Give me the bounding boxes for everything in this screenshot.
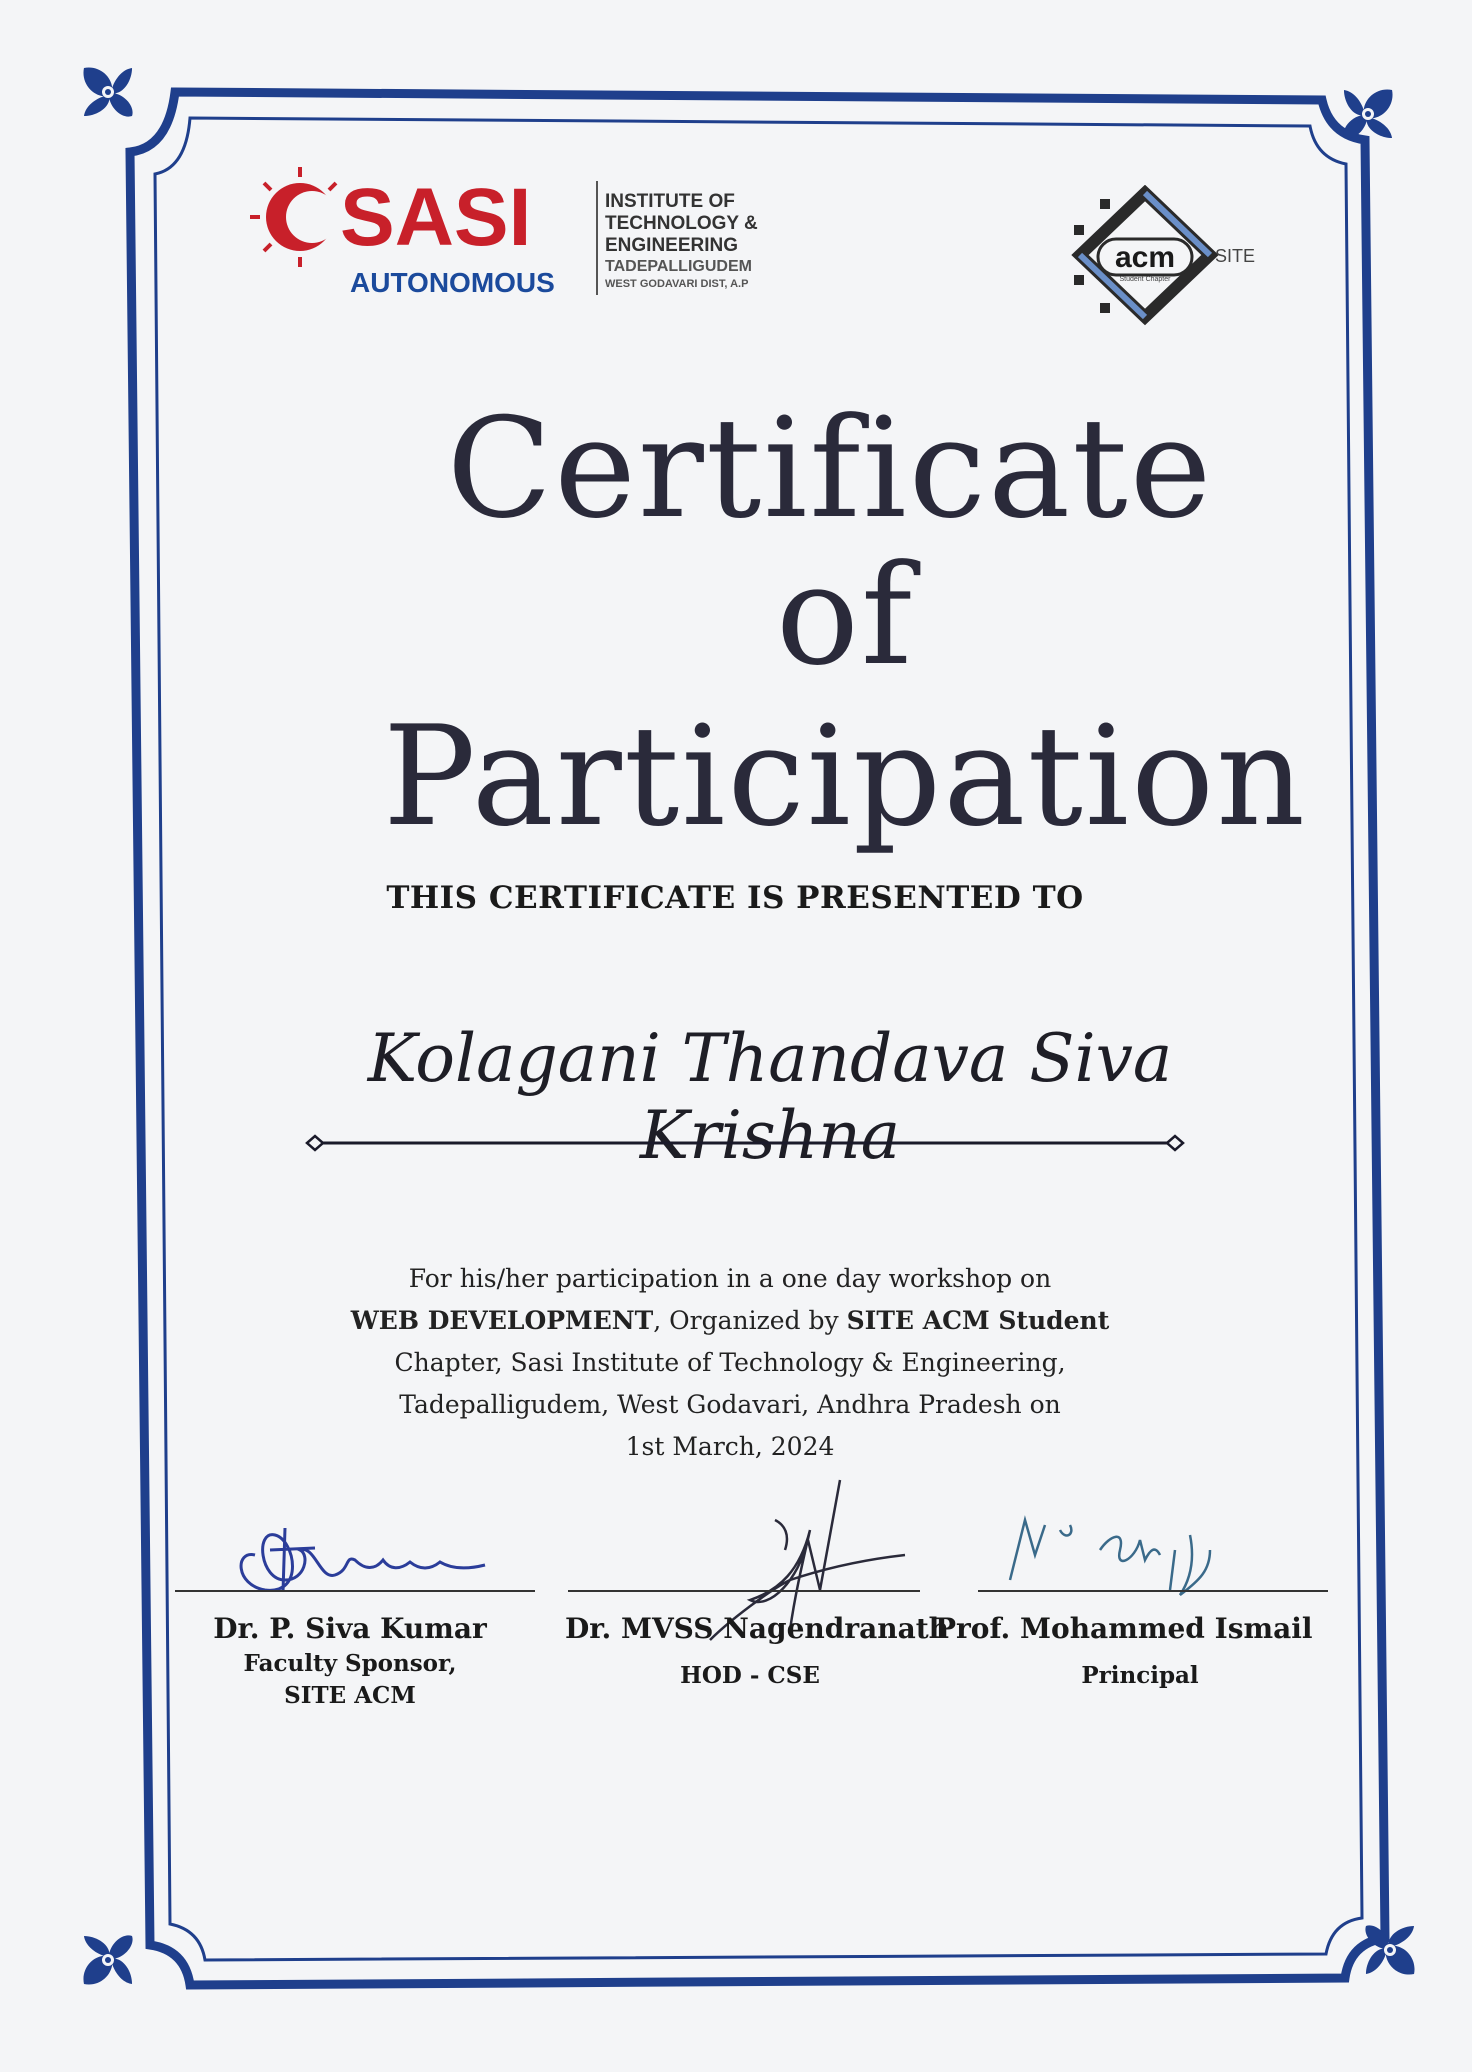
name-divider — [305, 1128, 1185, 1158]
participation-statement — [340, 1258, 1120, 1468]
signatory-1-name: Dr. P. Siva Kumar — [213, 1612, 487, 1645]
signatory-2-role: HOD - CSE — [680, 1662, 820, 1689]
institute-line-4: TADEPALLIGUDEM — [605, 258, 752, 275]
institute-line-1: INSTITUTE OF — [605, 191, 735, 212]
certificate-title-line-1: Certificate — [446, 388, 1214, 549]
institute-line-2: TECHNOLOGY & — [605, 213, 758, 234]
institute-line-5: WEST GODAVARI DIST, A.P — [605, 278, 749, 290]
statement-line-3: Chapter, Sasi Institute of Technology & Engineering, — [394, 1348, 1066, 1377]
sasi-institute-logo — [240, 155, 780, 305]
statement-organized-by: , Organized by — [653, 1306, 847, 1335]
acm-logo-text: acm — [1114, 241, 1176, 274]
signatory-1-role-line-2: SITE ACM — [284, 1682, 416, 1709]
presented-to-label: THIS CERTIFICATE IS PRESENTED TO — [386, 880, 1084, 916]
acm-logo — [1060, 185, 1260, 335]
signature-mohammed-ismail — [990, 1500, 1280, 1610]
institute-line-3: ENGINEERING — [605, 235, 739, 256]
statement-date: 1st March, 2024 — [625, 1432, 835, 1461]
sasi-logo-text: SASI — [340, 172, 532, 263]
signatory-2-name: Dr. MVSS Nagendranath — [565, 1612, 950, 1645]
acm-student-chapter-text: Student Chapter — [1119, 276, 1171, 283]
signature-line-1 — [175, 1590, 535, 1592]
recipient-name: Kolagani Thandava Siva Krishna — [367, 1020, 1173, 1174]
signature-line-2 — [568, 1590, 920, 1592]
signature-siva-kumar — [225, 1510, 505, 1600]
statement-line-1: For his/her participation in a one day workshop on — [408, 1264, 1052, 1293]
autonomous-label: AUTONOMOUS — [350, 267, 555, 298]
signatory-3-role: Principal — [1081, 1662, 1199, 1689]
sun-emblem-icon — [250, 167, 338, 267]
signatory-3-name: Prof. Mohammed Ismail — [935, 1612, 1313, 1645]
certificate-title-line-2: of Participation — [382, 535, 1308, 857]
statement-line-2 — [340, 1300, 1120, 1342]
acm-site-label: SITE — [1215, 246, 1256, 266]
statement-line-4: Tadepalligudem, West Godavari, Andhra Pradesh on — [399, 1390, 1061, 1419]
organizer-name: SITE ACM Student — [846, 1306, 1110, 1335]
workshop-topic: WEB DEVELOPMENT — [350, 1306, 654, 1335]
signature-line-3 — [978, 1590, 1328, 1592]
signatory-1-role: Faculty Sponsor, — [243, 1650, 457, 1677]
